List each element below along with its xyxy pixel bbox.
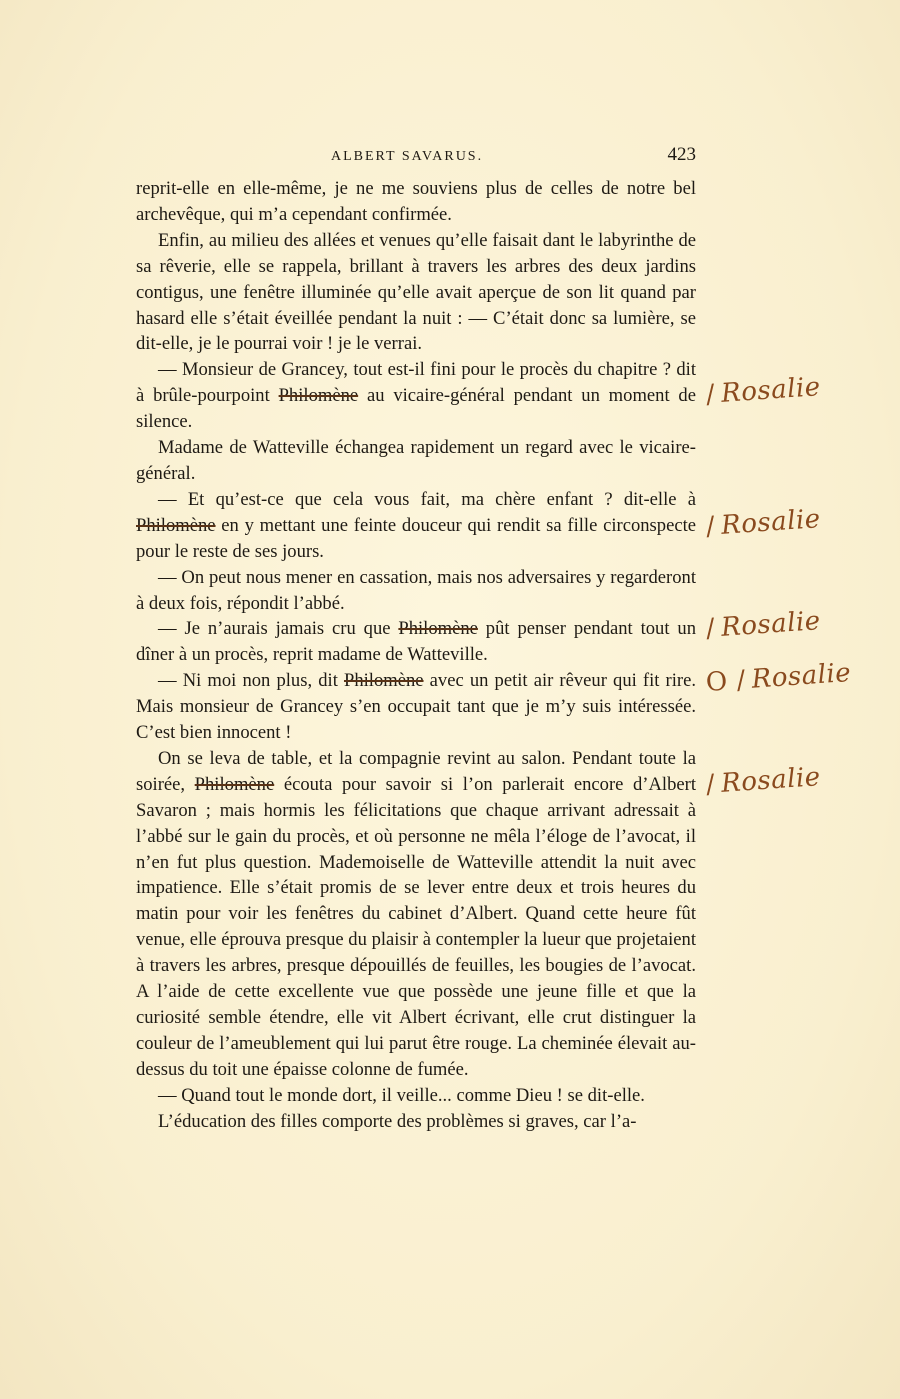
text-run: — Et qu’est-ce que cela vous fait, ma chère enfant ? dit-elle à bbox=[158, 488, 696, 510]
struck-name: Philomène bbox=[278, 385, 359, 407]
paragraph bbox=[136, 357, 696, 435]
text-run: Enfin, au milieu des allées et venues qu’elle faisait dant le labyrinthe de sa rêverie, elle se rappela, brillant à travers les arbres des deux jardins contigus, une fenêtre illuminée qu’elle avait aperçue de son lit quand par hasard elle s’était éveillée pendant la nuit : — C’était donc sa lumière, se dit-elle, je le pourrai voir ! je le verrai. bbox=[136, 229, 696, 355]
text-run: reprit-elle en elle-même, je ne me souviens plus de celles de notre bel archevêque, qui m’a cependant confirmée. bbox=[136, 178, 696, 225]
text-run: Madame de Watteville échangea rapidement un regard avec le vicaire-général. bbox=[136, 437, 696, 484]
struck-name: Philomène bbox=[343, 670, 424, 692]
text-run: pût penser pendant tout un dîner à un procès, reprit madame de Watteville. bbox=[136, 618, 696, 666]
margin-note-rosalie: / Rosalie bbox=[704, 762, 822, 800]
paragraph bbox=[136, 435, 696, 487]
body-text bbox=[136, 176, 696, 1135]
paragraph bbox=[136, 668, 696, 746]
page-header bbox=[136, 144, 696, 172]
paragraph bbox=[136, 1109, 696, 1135]
paragraph bbox=[136, 176, 696, 228]
margin-note-rosalie: O / Rosalie bbox=[704, 657, 853, 698]
text-run: en y mettant une feinte douceur qui rendit sa fille circonspecte pour le reste de ses jours. bbox=[136, 514, 696, 562]
paragraph bbox=[136, 487, 696, 565]
text-run: au vicaire-général pendant un moment de silence. bbox=[136, 385, 696, 433]
text-run: avec un petit air rêveur qui fit rire. Mais monsieur de Grancey s’en occupait tant que je m’y suis intéressée. C’est bien innocent ! bbox=[136, 670, 696, 744]
text-run: — Ni moi non plus, dit bbox=[158, 670, 344, 692]
paragraph bbox=[136, 616, 696, 668]
paragraph bbox=[136, 565, 696, 617]
running-title: ALBERT SAVARUS. bbox=[331, 149, 484, 164]
text-run: — On peut nous mener en cassation, mais nos adversaires y regarderont à deux fois, répondit l’abbé. bbox=[136, 566, 696, 614]
text-run: On se leva de table, et la compagnie revint au salon. Pendant toute la soirée, bbox=[136, 747, 696, 795]
text-run: L’éducation des filles comporte des problèmes si graves, car l’a- bbox=[158, 1110, 637, 1132]
struck-name: Philomène bbox=[398, 618, 478, 640]
text-run: écouta pour savoir si l’on parlerait encore d’Albert Savaron ; mais hormis les félicitations que chaque arrivant adressait à l’abbé sur le gain du procès, et où personne ne mêla l’éloge de l’avocat, il n’en fut plus question. Mademoiselle de Watteville attendit la nuit avec impatience. Elle s’était promis de se lever entre deux et trois heures du matin pour voir les fenêtres du cabinet d’Albert. Quand cette heure fût venue, elle éprouva presque du plaisir à contempler la lueur que projetaient à travers les arbres, presque dépouillés de feuilles, les bougies de l’avocat. A l’aide de cette excellente vue que possède une jeune fille et que la curiosité semble étendre, elle vit Albert écrivant, elle crut distinguer la couleur de l’ameublement qui lui parut être rouge. La cheminée élevait au-dessus du toit une épaisse colonne de fumée. bbox=[136, 773, 696, 1080]
struck-name: Philomène bbox=[194, 773, 275, 795]
margin-note-rosalie: / Rosalie bbox=[704, 372, 822, 410]
margin-note-rosalie: / Rosalie bbox=[704, 606, 822, 644]
margin-note-rosalie: / Rosalie bbox=[704, 504, 822, 542]
page-number: 423 bbox=[667, 144, 696, 165]
text-run: — Je n’aurais jamais cru que bbox=[158, 618, 399, 640]
paragraph bbox=[136, 1083, 696, 1109]
paragraph bbox=[136, 228, 696, 358]
text-run: — Quand tout le monde dort, il veille... comme Dieu ! se dit-elle. bbox=[158, 1084, 645, 1106]
paragraph bbox=[136, 746, 696, 1083]
struck-name: Philomène bbox=[136, 514, 216, 536]
text-run: — Monsieur de Grancey, tout est-il fini pour le procès du chapitre ? dit à brûle-pourpoint bbox=[136, 359, 696, 407]
